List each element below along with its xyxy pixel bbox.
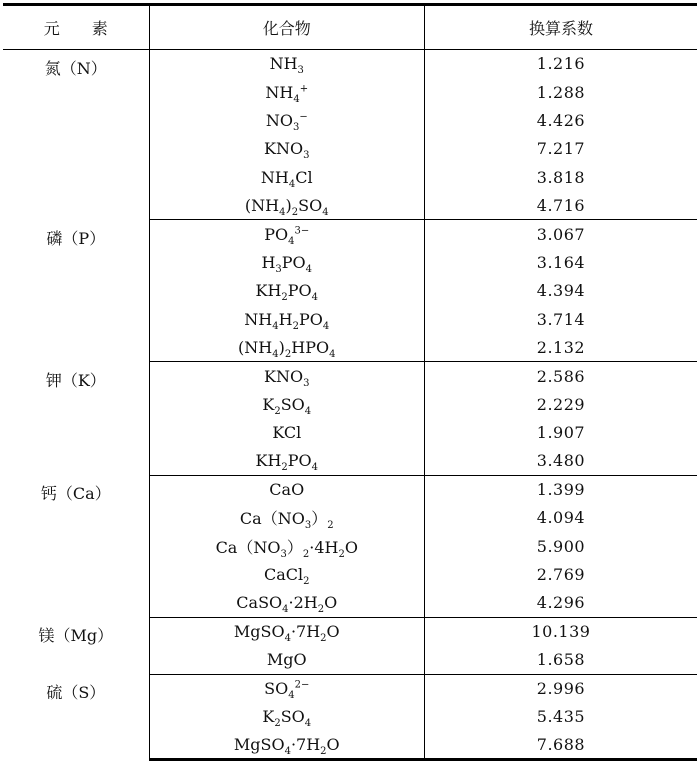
factor-cell: 3.714: [536, 309, 586, 329]
compound-cell: MgO: [149, 646, 424, 674]
factor-cell: 5.435: [536, 707, 586, 727]
compound-cell: CaO: [149, 475, 424, 503]
factor-cell: 1.216: [536, 54, 586, 74]
factor-cell: 4.394: [536, 281, 586, 301]
compound-cell: $NO_3^-$: [149, 106, 424, 134]
table-row: [3, 674, 697, 702]
factor-cell: 7.688: [424, 731, 697, 759]
factor-cell: 3.067: [536, 224, 586, 244]
table-row: [3, 220, 697, 248]
table-header: [3, 5, 697, 50]
element-cell: 氮（N）: [3, 50, 149, 220]
factor-cell: 4.716: [424, 191, 697, 219]
compound-cell: $(NH_4)_2SO_4$: [149, 191, 424, 219]
compound-cell: $PO_4^{3-}$: [149, 220, 424, 248]
compound-cell: $K_2SO_4$: [149, 702, 424, 730]
compound-cell: $Ca(NO_3)_2\cdot 4H_2O$: [149, 532, 424, 560]
factor-cell: 2.229: [536, 394, 586, 414]
factor-cell: 4.094: [536, 508, 586, 528]
factor-cell: 10.139: [531, 622, 591, 642]
factor-cell: 2.996: [536, 679, 586, 699]
factor-cell: 1.907: [536, 423, 586, 443]
compound-cell: $CaSO_4\cdot 2H_2O$: [149, 589, 424, 617]
element-cell: 钙（Ca）: [3, 475, 149, 617]
compound-cell: $SO_4^{2-}$: [149, 674, 424, 702]
compound-cell: $NH_4Cl$: [149, 163, 424, 191]
factor-cell: 2.586: [536, 366, 586, 386]
header-compound: 化合物: [149, 5, 424, 50]
compound-cell: $Ca(NO_3)_2$: [149, 504, 424, 532]
element-cell: 磷（P）: [3, 220, 149, 362]
header-row: [3, 5, 697, 50]
element-cell: 镁（Mg）: [3, 617, 149, 674]
element-cell: 硫（S）: [3, 674, 149, 759]
factor-cell: 7.217: [536, 139, 586, 159]
compound-cell: $KNO_3$: [149, 135, 424, 163]
table-row: [3, 362, 697, 390]
header-element: 元 素: [3, 5, 149, 50]
table-row: [3, 475, 697, 503]
factor-cell: 4.426: [536, 110, 586, 130]
factor-cell: 3.164: [536, 252, 586, 272]
compound-cell: $KH_2PO_4$: [149, 447, 424, 475]
compound-cell: $(NH_4)_2HPO_4$: [149, 333, 424, 361]
compound-cell: $K_2SO_4$: [149, 390, 424, 418]
factor-cell: 3.480: [424, 447, 697, 475]
factor-cell: 1.399: [536, 480, 586, 500]
compound-cell: $H_3PO_4$: [149, 248, 424, 276]
compound-cell: $NH_4^+$: [149, 78, 424, 106]
compound-cell: $NH_3$: [149, 50, 424, 78]
compound-cell: $MgSO_4\cdot 7H_2O$: [149, 617, 424, 645]
factor-cell: 4.296: [424, 589, 697, 617]
factor-cell: 5.900: [536, 536, 586, 556]
compound-cell: $KNO_3$: [149, 362, 424, 390]
compound-cell: $NH_4H_2PO_4$: [149, 305, 424, 333]
compound-cell: KCl: [149, 419, 424, 447]
table-body: [3, 50, 697, 760]
compound-cell: $KH_2PO_4$: [149, 277, 424, 305]
factor-cell: 3.818: [536, 167, 586, 187]
factor-cell: 1.288: [536, 82, 586, 102]
compound-cell: $MgSO_4\cdot 7H_2O$: [149, 731, 424, 759]
conversion-table: [3, 3, 697, 761]
header-factor: 换算系数: [424, 5, 697, 50]
table-row: [3, 617, 697, 645]
factor-cell: 2.769: [536, 565, 586, 585]
table-row: [3, 50, 697, 78]
compound-cell: CaCl$_2$: [149, 561, 424, 589]
factor-cell: 1.658: [424, 646, 697, 674]
factor-cell: 2.132: [424, 333, 697, 361]
element-cell: 钾（K）: [3, 362, 149, 476]
